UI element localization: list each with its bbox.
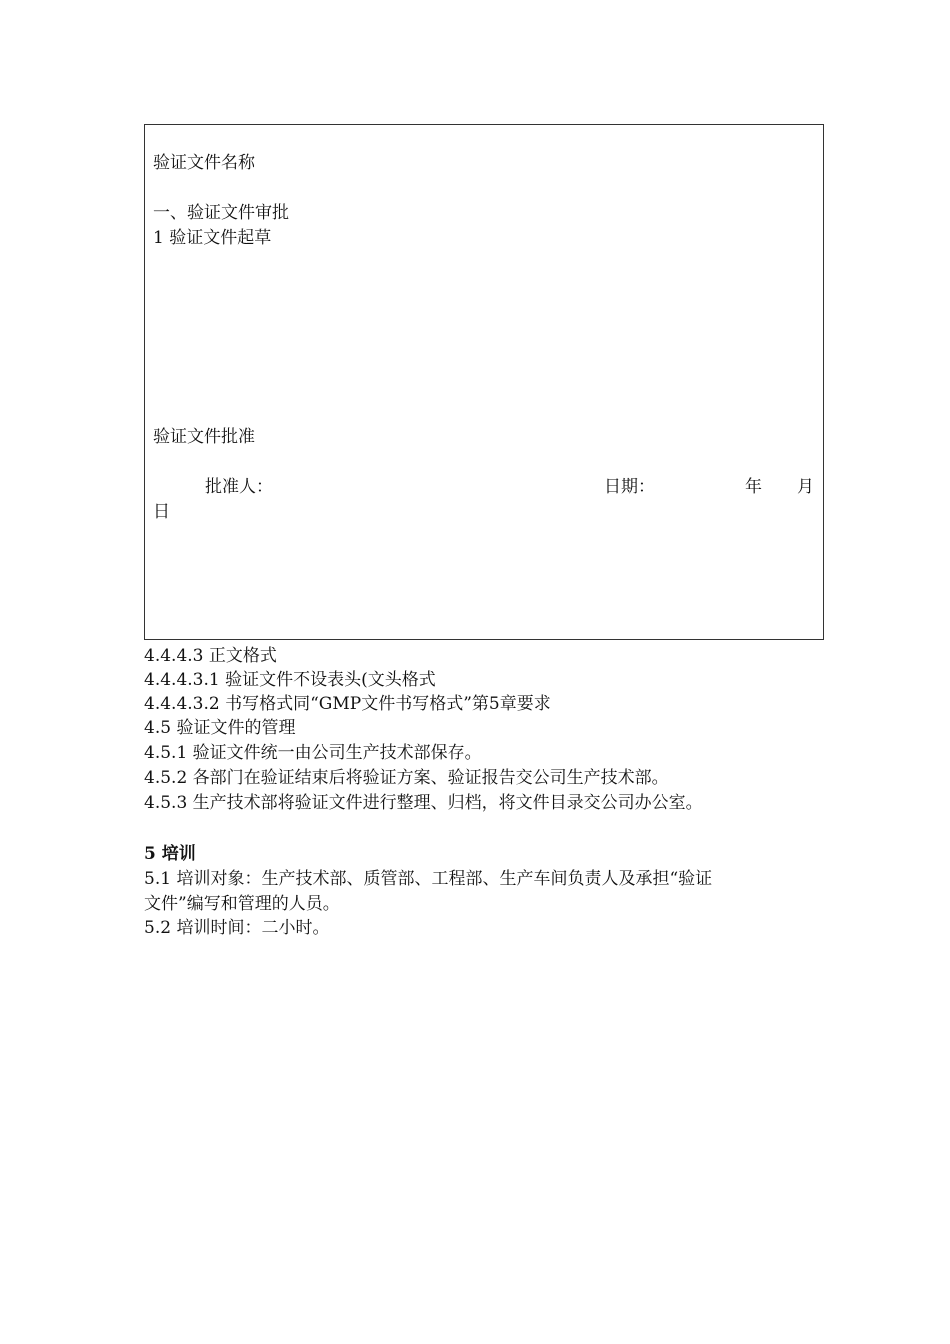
date-label: 日期：: [604, 477, 655, 497]
paragraph-4-5-1: 4.5.1 验证文件统一由公司生产技术部保存。: [144, 743, 482, 763]
section-one-heading: 一、验证文件审批: [153, 203, 289, 223]
approver-label: 批准人：: [205, 477, 273, 497]
paragraph-5-2: 5.2 培训时间：二小时。: [144, 918, 330, 938]
paragraph-5-1-line2: 文件”编写和管理的人员。: [144, 894, 340, 914]
draft-label: 1 验证文件起草: [153, 228, 272, 248]
paragraph-4-4-4-3-1: 4.4.4.3.1 验证文件不设表头(文头格式: [144, 670, 436, 690]
paragraph-4-4-4-3-2: 4.4.4.3.2 书写格式同“GMP文件书写格式”第5章要求: [144, 694, 551, 714]
section-5-heading: 5 培训: [144, 844, 196, 864]
paragraph-4-5-3: 4.5.3 生产技术部将验证文件进行整理、归档，将文件目录交公司办公室。: [144, 793, 703, 813]
paragraph-4-4-4-3: 4.4.4.3 正文格式: [144, 646, 277, 666]
day-label: 日: [153, 502, 170, 522]
paragraph-4-5-2: 4.5.2 各部门在验证结束后将验证方案、验证报告交公司生产技术部。: [144, 768, 669, 788]
paragraph-4-5: 4.5 验证文件的管理: [144, 718, 296, 738]
doc-name-label: 验证文件名称: [153, 153, 255, 173]
month-label: 月: [797, 477, 814, 497]
approval-label: 验证文件批准: [153, 427, 255, 447]
year-label: 年: [745, 477, 762, 497]
paragraph-5-1-line1: 5.1 培训对象：生产技术部、质管部、工程部、生产车间负责人及承担“验证: [144, 869, 713, 889]
